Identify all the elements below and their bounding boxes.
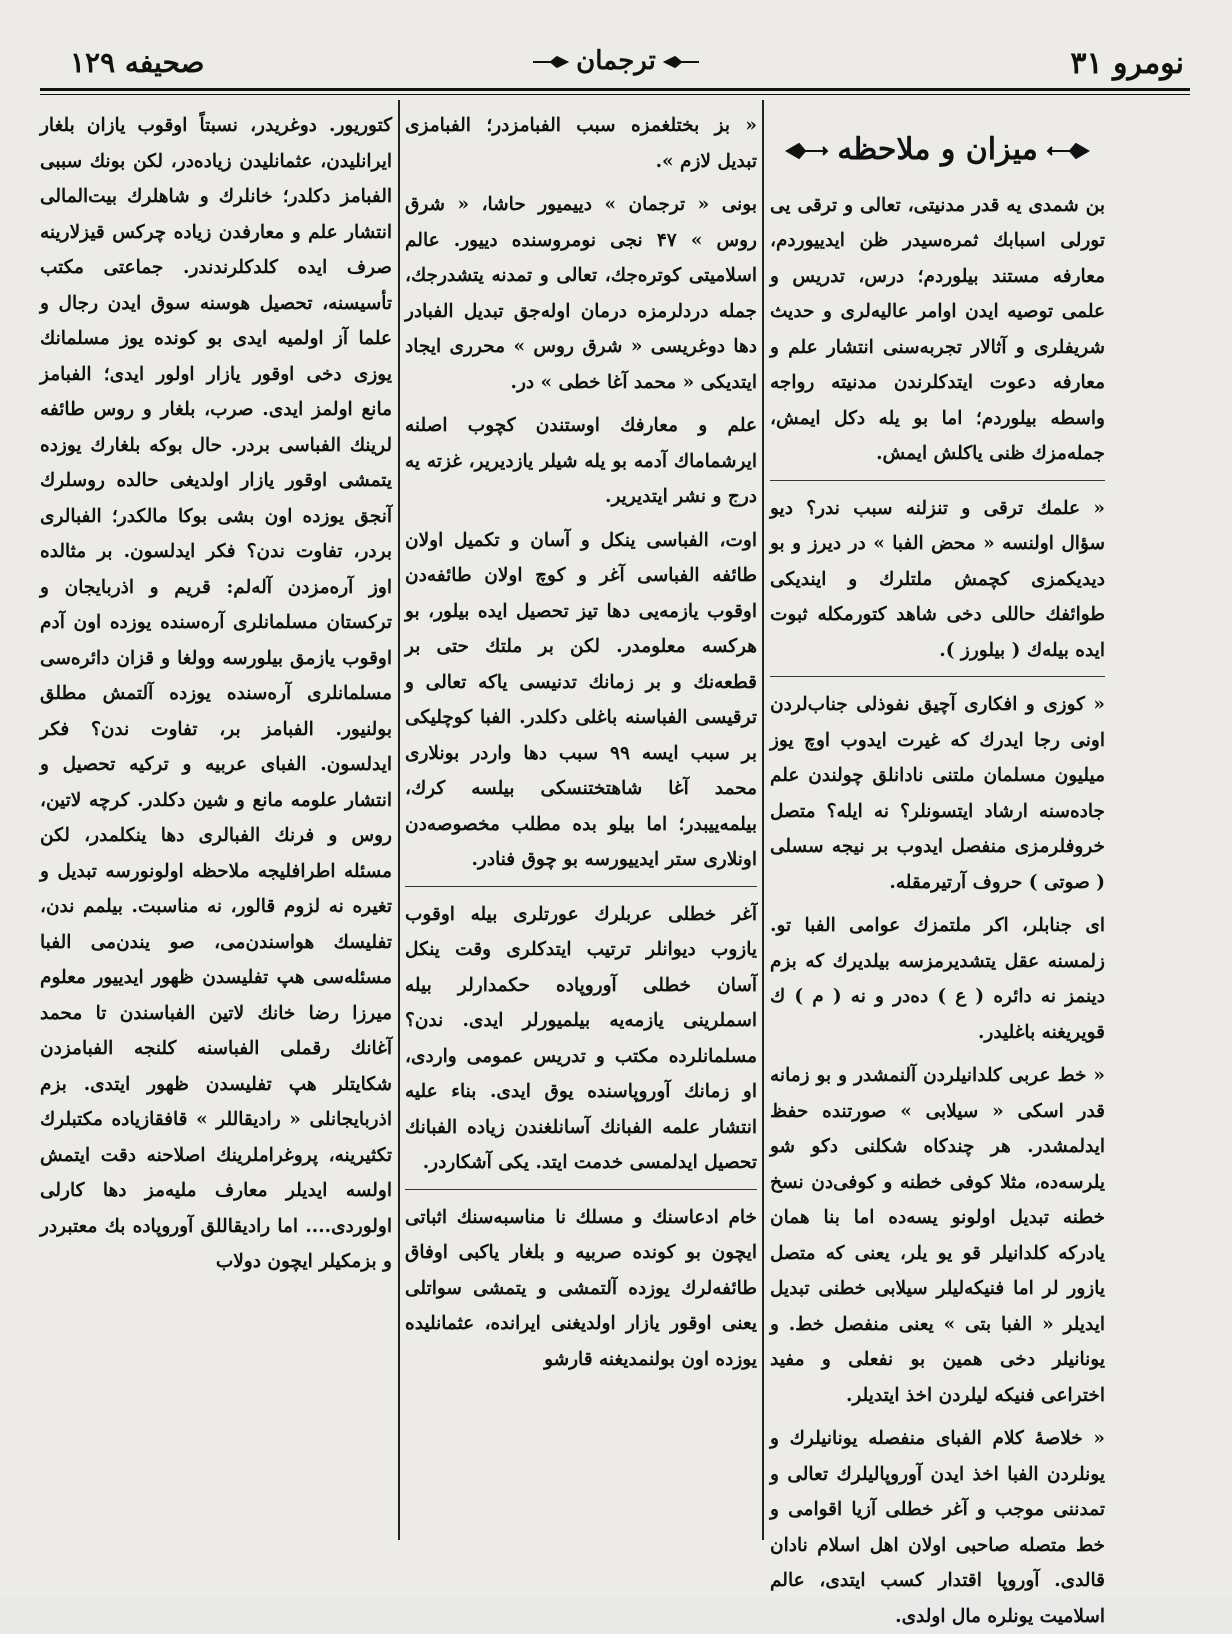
divider	[770, 676, 1105, 677]
column-divider	[762, 100, 764, 1540]
paragraph: بونی « ترجمان » دییمیور حاشا، « شرق روس » ۴۷ نجی نومروسنده دییور. عالم اسلامیتی کوتره‌جك، تعالی و تمدنه یتشدرجك، جمله دردلرمزه درمان اوله‌جق تبدیل الفبادر دها دوغریسی « شرق روس » محرری ایجاد ایتدیکی « محمد آغا خطی » در.	[405, 194, 757, 393]
header-rule	[40, 88, 1190, 91]
section-title: میزان و ملاحظه	[770, 132, 1105, 168]
divider	[770, 480, 1105, 481]
paragraph: « بز بختلغمزه سبب الفبامزدر؛ الفبامزی تبدیل لازم ».	[405, 115, 757, 172]
masthead-title: ترجمان	[576, 46, 656, 76]
paragraph: خام ادعاسنك و مسلك نا مناسبه‌سنك اثباتی ایچون بو کونده صربیه و بلغار یاکبی اوفاق طائفه‌لرك یوزده آلتمشی و یتمشی سواتلی یعنی اوقور یازار اولدیغنی ایرانده، عثمانلیده یوزده اون بولنمدیغنه قارشو	[405, 1206, 757, 1370]
paragraph: « خلاصهٔ کلام الفبای منفصله یونانیلرك و یونلردن الفبا اخذ ایدن آوروپالیلرك تعالی و تمدننی موجب و آغر خطلی آزیا اقوامی و خط متصله صاحبی اولان اهل اسلام نادان قالدی. آوروپا اقتدار کسب ایتدی، عالم اسلامیت یونلره مال اولدی.	[770, 1428, 1105, 1627]
paragraph: علم و معارفك اوستندن کچوب اصلنه ایرشماماك آدمه بو یله شیلر یازدیریر، غزته یه درج و نشر ایتدیریر.	[405, 415, 757, 507]
column-divider	[398, 100, 400, 1540]
column-left	[40, 108, 392, 1548]
header-rule-thin	[40, 94, 1190, 95]
paragraph: « علمك ترقی و تنزلنه سبب ندر؟ دیو سؤال اولنسه « محض الفبا » در دیرز و بو دیدیکمزی کچمش ملتلرك و ایندیکی طوائفك حاللی دخی شاهد کتورمکله ثبوت ایده بیله‌ك ( بیلورز ).	[770, 497, 1105, 661]
paragraph: آغر خطلی عربلرك عورتلری بیله اوقوب یازوب دیوانلر ترتیب ایتدکلری وقت ینکل آسان خطلی آوروپاده حکمدارلر بیله اسملرینی یازمه‌یه بیلمیورلر ایدی. ندن؟ مسلمانلرده مکتب و تدریس عمومی واردی، او زمانك آوروپاسنده یوق ایدی. بناء علیه انتشار علمه الفبانك آسانلغندن زیاده الفبانك تحصیل ایدلمسی خدمت ایتد. یکی آشکاردر.	[405, 903, 757, 1173]
column-middle	[405, 108, 757, 1548]
paragraph: « کوزی و افکاری آچیق نفوذلی جناب‌لردن اونی رجا ایدرك که غیرت ایدوب اوچ یوز میلیون مسلمان ملتنی نادانلق چولندن علم جاده‌سنه ارشاد ایتسونلر؟ نه ایله؟ متصل خروفلرمزی منفصل ایدوب بر نیجه سسلی ( صوتی ) حروف آرتیرمقله.	[770, 694, 1105, 893]
page-number: صحیفه ۱۲۹	[70, 46, 205, 79]
divider	[405, 1189, 757, 1190]
paragraph: بن شمدی یه قدر مدنیتی، تعالی و ترقی یی تورلی اسبابك ثمره‌سیدر ظن ایدییوردم، معارفه مستند بیلوردم؛ درس، تدریس و علمی توصیه ایدن اوامر عالیه‌لری و حدیث شریفلری و آثالار تجربه‌سنی انتشار علم و معارفه دعوت ایتدکلرندن مدنیته رواجه واسطه بیلوردم؛ اما بو یله دکل ایمش، جمله‌مزك ظنی یاکلش ایمش.	[770, 194, 1105, 464]
ornament-icon	[1048, 142, 1088, 160]
paragraph: کتوریور. دوغریدر، نسبتاً اوقوب یازان بلغار ایرانلیدن، عثمانلیدن زیاده‌در، لکن بونك سببی الفبامز دکلدر؛ خانلرك و شاهلرك بیت‌المالی انتشار علم و معارفدن زیاده چرکس قیزلارینه صرف ایده کلدکلرندندر. جماعتی مکتب تأسیسنه، تحصیل هوسنه سوق ایدن رجال و علما آز اولمیه ایدی بو کونده یوز مسلمانك یوزی دخی اوقور یازار اولور ایدی؛ الفبامز مانع اولمز ایدی. صرب، بلغار و روس طائفه لرینك الفباسی بردر. حال بوکه بلغارك یوزده یتمشی اوقور یازار اولدیغی حالده روسلرك آنجق یوزده اون بشی بوکا مالکدر؛ الفبالری بردر، تفاوت ندن؟ فکر ایدلسون. بر مثالده اوز آره‌مزدن آله‌لم: قریم و اذربایجان و ترکستان مسلمانلری آره‌سنده یوزده اون آدم اوقوب یازمق بیلورسه وولغا و قزان دائره‌سی مسلمانلری آره‌سنده یوزده آلتمش مطلق بولنیور. الفبامز بر، تفاوت ندن؟ فکر ایدلسون. الفبای عربیه و ترکیه تحصیل و انتشار علومه مانع و شین دکلدر. کرچه لاتین، روس و فرنك الفبالری دها ینکلمدر، لکن مسئله اطرافلیجه ملاحظه اولونورسه تبدیل و تغیره نه لزوم قالور، نه مناسبت. بیلمم ندن، تفلیسك هواسندن‌می، صو یندن‌می الفبا مسئله‌سی هپ تفلیسدن ظهور ایدییور معلوم میرزا رضا خانك لاتین الفباسندن تا محمد آغانك رقملی الفباسنه کلنجه الفبامزدن شکایتلر هپ تفلیسدن ظهور ایتدی. بزم اذربایجانلی « رادیقاللر » قافقازیاده مکتبلرك تکثیرینه، پروغراملرینك اصلاحنه دقت ایتمش اولسه ایدیلر معارف ملیه‌مز دها کارلی اولوردی.... اما رادیقاللق آوروپاده بك معتبردر و بزمکیلر ایچون دولاب	[40, 115, 392, 1272]
issue-number: نومرو ۳۱	[1070, 46, 1184, 81]
ornament-icon	[787, 142, 827, 160]
column-right	[770, 120, 1105, 1627]
divider	[405, 886, 757, 887]
paragraph: ای جنابلر، اکر ملتمزك عوامی الفبا تو. زلمسنه عقل یتشدیرمزسه بیلدیرك که بزم دینمز نه دائره ( ع ) ده‌در و نه ( م ) ك قویریغنه باغلیدر.	[770, 915, 1105, 1043]
ornament-left-icon	[665, 55, 699, 69]
page-header	[40, 40, 1192, 90]
ornament-right-icon	[533, 55, 567, 69]
paragraph: « خط عربی کلدانیلردن آلنمشدر و بو زمانه قدر اسکی « سیلابی » صورتنده حفظ ایدلمشدر. هر چندکاه شکلنی دکو شو یلرسه‌ده، مثلا کوفی خطنه و کوفی‌دن نسخ خطنه تبدیل اولونو یسه‌ده اما بنا همان یادرکه کلدانیلر قو یو یلر، یعنی که متصل یازور لر اما فنیکه‌لیلر سیلابی خطنی تبدیل ایدیلر « الفبا بتی » یعنی منفصل خط. و یونانیلر دخی همین بو نفعلی و مفید اختراعی فنیکه لیلردن اخذ ایتدیلر.	[770, 1065, 1105, 1406]
masthead	[40, 46, 1192, 76]
paragraph: اوت، الفباسی ینکل و آسان و تکمیل اولان طائفه الفباسی آغر و کوچ اولان طائفه‌دن اوقوب یازمه‌یی دها تیز تحصیل ایده بیلور، بو هرکسه معلومدر. لکن بر ملتك حتی بر قطعه‌نك و بر زمانك تدنیسی یاکه تعالی و ترقیسی الفباسنه باغلی دکلدر. الفبا کوچلیکی بر سبب ایسه ۹۹ سبب دها واردر بونلاری محمد آغا شاهتختنسکی بیلسه کرك، بیلمه‌ییبدر؛ اما بیلو بده مطلب مخصوصه‌دن اونلاری ستر ایدییورسه بو چوق فنادر.	[405, 529, 757, 870]
